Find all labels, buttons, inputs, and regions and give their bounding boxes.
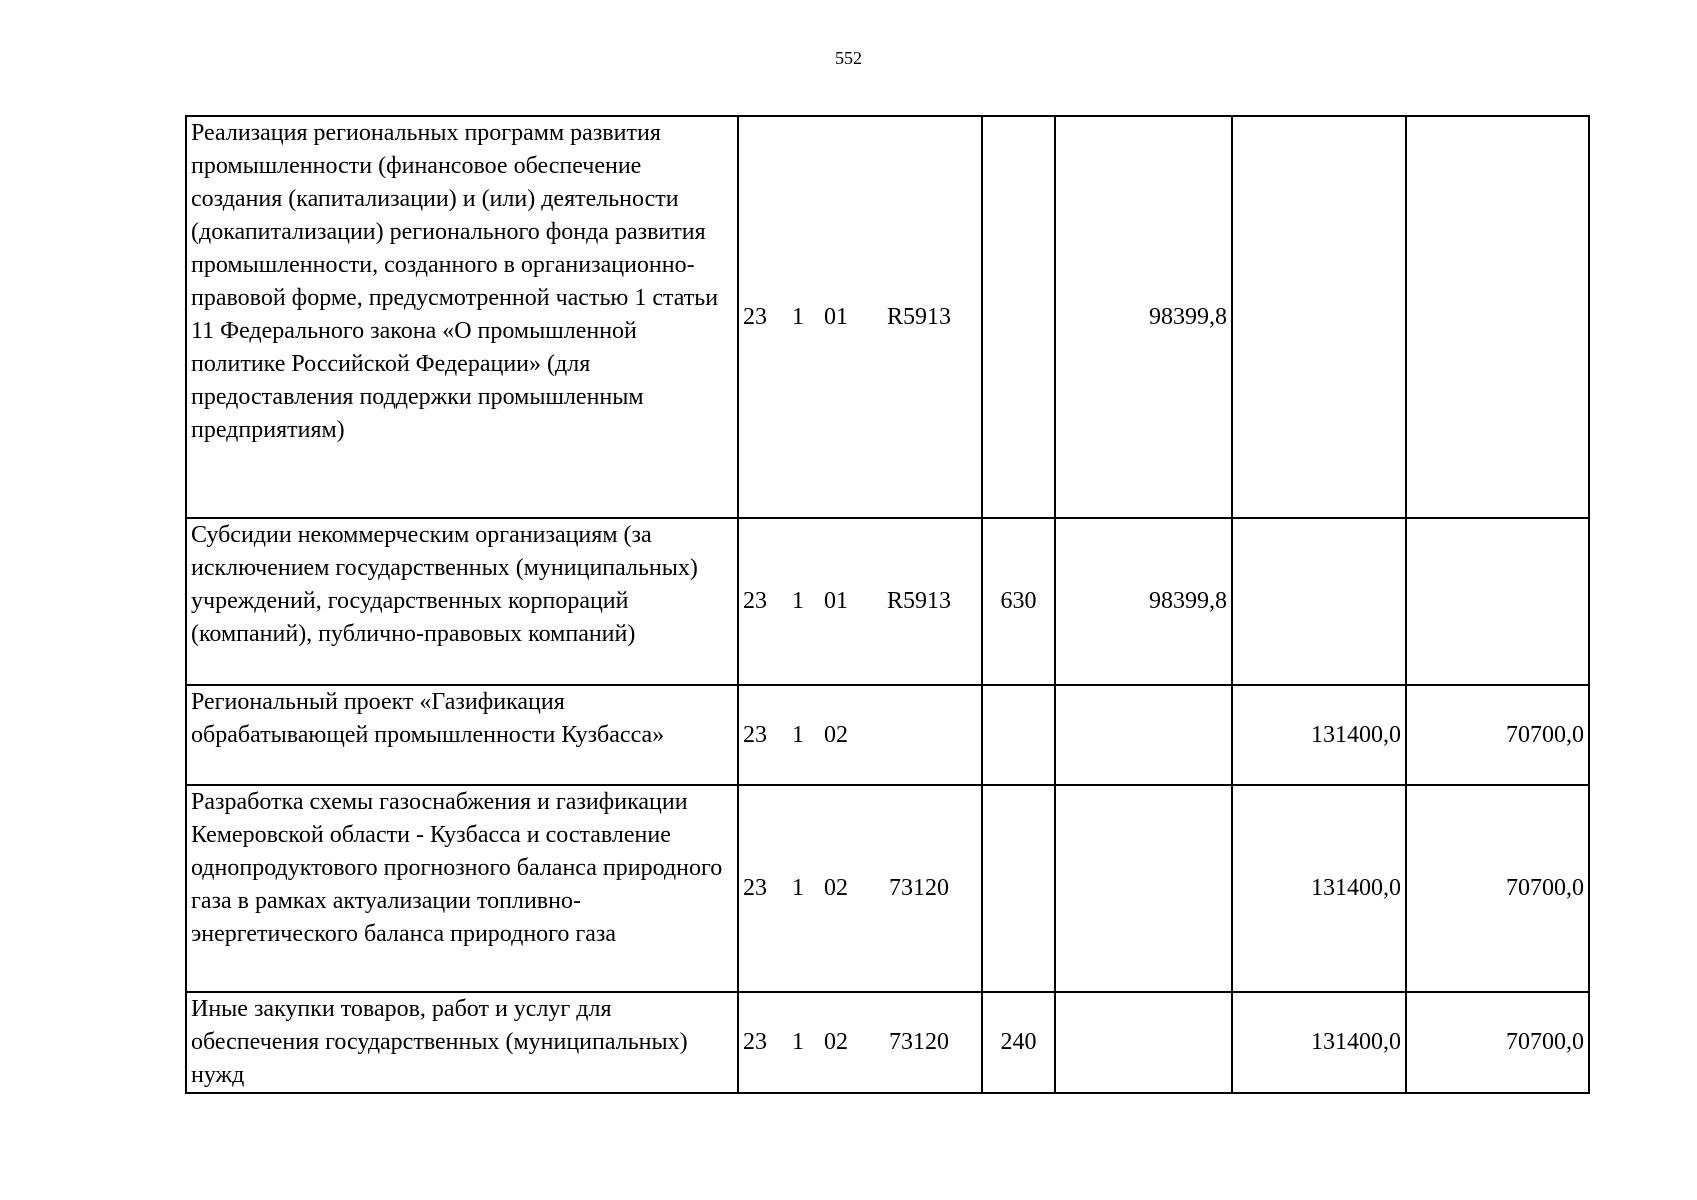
sum-year-1 (1055, 785, 1232, 992)
budget-table (185, 115, 1590, 1094)
program-code: 23 (743, 1029, 767, 1055)
expense-type-code: 240 (982, 992, 1055, 1093)
expense-type-code: 630 (982, 518, 1055, 685)
sum-year-3: 70700,0 (1406, 785, 1589, 992)
main-event-code: 02 (824, 875, 848, 901)
sum-year-1: 98399,8 (1055, 518, 1232, 685)
direction-code: R5913 (886, 588, 951, 614)
subprogram-code: 1 (792, 875, 804, 901)
sum-year-2: 131400,0 (1232, 685, 1406, 785)
row-codes (738, 785, 982, 992)
sum-year-3: 70700,0 (1406, 992, 1589, 1093)
program-code: 23 (743, 721, 767, 748)
subprogram-code: 1 (792, 1029, 804, 1055)
row-codes (738, 685, 982, 785)
main-event-code: 01 (824, 303, 848, 330)
sum-year-3 (1406, 116, 1589, 518)
expense-type-code (982, 116, 1055, 518)
direction-code: R5913 (886, 303, 951, 330)
row-name: Разработка схемы газоснабжения и газификации Кемеровской области - Кузбасса и составление однопродуктового прогнозного баланса природного газа в рамках актуализации топливно-энергетического баланса природного газа (186, 785, 738, 992)
main-event-code: 01 (824, 588, 848, 614)
sum-year-2: 131400,0 (1232, 992, 1406, 1093)
row-codes (738, 518, 982, 685)
row-name: Иные закупки товаров, работ и услуг для обеспечения государственных (муниципальных) нужд (186, 992, 738, 1093)
row-name: Реализация региональных программ развития промышленности (финансовое обеспечение создания (капитализации) и (или) деятельности (докапитализации) регионального фонда развития промышленности, созданного в организационно-правовой форме, предусмотренной частью 1 статьи 11 Федерального закона «О промышленной политике Российской Федерации» (для предоставления поддержки промышленным предприятиям) (186, 116, 738, 518)
sum-year-3: 70700,0 (1406, 685, 1589, 785)
program-code: 23 (743, 875, 767, 901)
row-name: Субсидии некоммерческим организациям (за исключением государственных (муниципальных) учреждений, государственных корпораций (компаний), публично-правовых компаний) (186, 518, 738, 685)
program-code: 23 (743, 303, 767, 330)
table-row (186, 116, 1589, 518)
subprogram-code: 1 (792, 721, 804, 748)
subprogram-code: 1 (792, 303, 804, 330)
row-codes (738, 116, 982, 518)
table-row (186, 785, 1589, 992)
table-row (186, 685, 1589, 785)
row-name: Региональный проект «Газификация обрабатывающей промышленности Кузбасса» (186, 685, 738, 785)
sum-year-1 (1055, 685, 1232, 785)
main-event-code: 02 (824, 1029, 848, 1055)
row-codes (738, 992, 982, 1093)
table-row (186, 518, 1589, 685)
page-number: 552 (835, 48, 862, 68)
subprogram-code: 1 (792, 588, 804, 614)
expense-type-code (982, 685, 1055, 785)
expense-type-code (982, 785, 1055, 992)
sum-year-2 (1232, 116, 1406, 518)
direction-code: 73120 (889, 1029, 949, 1055)
sum-year-3 (1406, 518, 1589, 685)
table-row (186, 992, 1589, 1093)
program-code: 23 (743, 588, 767, 614)
direction-code: 73120 (889, 875, 949, 901)
sum-year-1: 98399,8 (1055, 116, 1232, 518)
sum-year-2: 131400,0 (1232, 785, 1406, 992)
sum-year-2 (1232, 518, 1406, 685)
sum-year-1 (1055, 992, 1232, 1093)
main-event-code: 02 (824, 721, 848, 748)
